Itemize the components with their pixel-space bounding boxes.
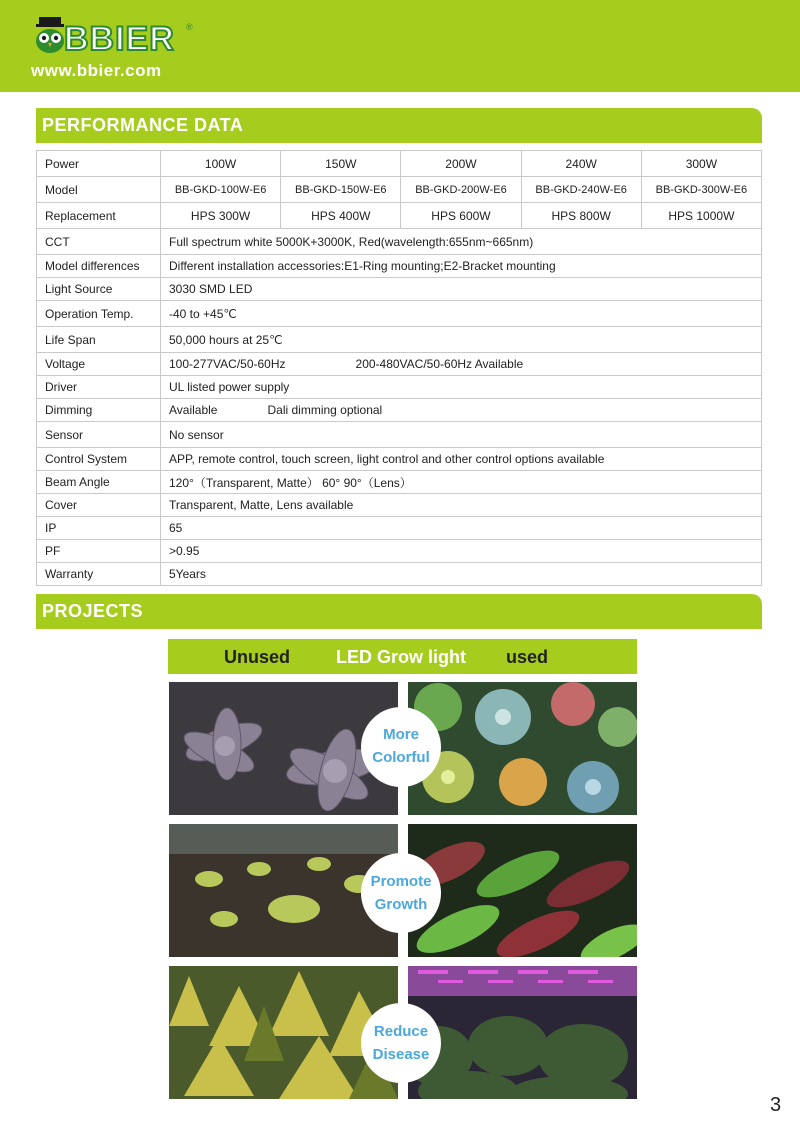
projects-title: PROJECTS	[42, 601, 144, 621]
table-cell: 50,000 hours at 25℃	[161, 327, 762, 353]
table-cell: Different installation accessories:E1-Ring mounting;E2-Bracket mounting	[161, 255, 762, 278]
cannabis-used-photo	[408, 966, 637, 1099]
table-row-power	[37, 151, 762, 177]
badge-line-2: Growth	[374, 896, 428, 913]
row-label: Operation Temp.	[37, 301, 161, 327]
table-cell: 200W	[401, 151, 521, 177]
table-row-voltage	[37, 353, 762, 376]
table-cell: -40 to +45℃	[161, 301, 762, 327]
reduce-disease-badge	[361, 1003, 441, 1083]
row-label: PF	[37, 540, 161, 563]
row-label: Cover	[37, 494, 161, 517]
table-row-operation-temp	[37, 301, 762, 327]
table-row-model-differences	[37, 255, 762, 278]
table-row-driver	[37, 376, 762, 399]
row-label: Beam Angle	[37, 471, 161, 494]
table-cell: 100W	[161, 151, 281, 177]
table-row-beam-angle	[37, 471, 762, 494]
row-label: Sensor	[37, 422, 161, 448]
row-label: Dimming	[37, 399, 161, 422]
row-label: Voltage	[37, 353, 161, 376]
succulent-used-photo	[408, 682, 637, 815]
registered-mark: ®	[186, 22, 193, 32]
header-bar	[0, 0, 800, 92]
table-cell: >0.95	[161, 540, 762, 563]
table-cell: BB-GKD-200W-E6	[401, 177, 521, 203]
table-cell: HPS 1000W	[641, 203, 761, 229]
badge-line-1: Promote	[370, 873, 432, 890]
table-row-cct	[37, 229, 762, 255]
table-cell: 120°（Transparent, Matte） 60° 90°（Lens）	[161, 471, 762, 494]
table-row-cover	[37, 494, 762, 517]
lettuce-used-photo	[408, 824, 637, 957]
table-cell	[161, 353, 762, 376]
badge-line-2: Colorful	[372, 749, 430, 766]
dimming-available: Available	[169, 403, 218, 417]
badge-line-2: Disease	[372, 1046, 430, 1063]
row-label: IP	[37, 517, 161, 540]
table-row-sensor	[37, 422, 762, 448]
banner-led-grow-light: LED Grow light	[336, 647, 466, 667]
table-cell: HPS 400W	[281, 203, 401, 229]
table-cell: UL listed power supply	[161, 376, 762, 399]
table-cell: HPS 800W	[521, 203, 641, 229]
comparison-banner	[168, 639, 637, 674]
row-label: Model differences	[37, 255, 161, 278]
row-label: Light Source	[37, 278, 161, 301]
row-label: Warranty	[37, 563, 161, 586]
dimming-optional: Dali dimming optional	[267, 403, 383, 417]
performance-data-heading	[36, 108, 762, 143]
table-cell: Transparent, Matte, Lens available	[161, 494, 762, 517]
page-number: 3	[770, 1094, 782, 1116]
banner-unused: Unused	[224, 647, 291, 667]
table-cell: 5Years	[161, 563, 762, 586]
table-row-control-system	[37, 448, 762, 471]
projects-heading	[36, 594, 762, 629]
row-label: Model	[37, 177, 161, 203]
table-cell: HPS 600W	[401, 203, 521, 229]
table-cell: 300W	[641, 151, 761, 177]
performance-data-title: PERFORMANCE DATA	[42, 115, 244, 135]
badge-line-1: More	[383, 726, 419, 743]
performance-table	[36, 150, 762, 586]
brand-logo-text: BBIER	[64, 20, 175, 58]
table-cell: APP, remote control, touch screen, light control and other control options available	[161, 448, 762, 471]
table-cell: HPS 300W	[161, 203, 281, 229]
table-cell	[161, 399, 762, 422]
table-row-model	[37, 177, 762, 203]
table-cell: 3030 SMD LED	[161, 278, 762, 301]
voltage-standard: 100-277VAC/50-60Hz	[169, 357, 286, 371]
row-label: Power	[37, 151, 161, 177]
table-row-light-source	[37, 278, 762, 301]
badge-line-1: Reduce	[373, 1023, 429, 1040]
table-cell: BB-GKD-240W-E6	[521, 177, 641, 203]
table-cell: 150W	[281, 151, 401, 177]
table-row-ip	[37, 517, 762, 540]
table-row-life-span	[37, 327, 762, 353]
table-cell: BB-GKD-300W-E6	[641, 177, 761, 203]
table-cell: BB-GKD-150W-E6	[281, 177, 401, 203]
table-cell: No sensor	[161, 422, 762, 448]
table-cell: 65	[161, 517, 762, 540]
row-label: Driver	[37, 376, 161, 399]
table-row-pf	[37, 540, 762, 563]
voltage-optional: 200-480VAC/50-60Hz Available	[355, 357, 524, 371]
table-cell: BB-GKD-100W-E6	[161, 177, 281, 203]
row-label: Control System	[37, 448, 161, 471]
table-row-replacement	[37, 203, 762, 229]
row-label: Life Span	[37, 327, 161, 353]
owl-logo-icon	[33, 14, 67, 54]
table-cell: 240W	[521, 151, 641, 177]
row-label: CCT	[37, 229, 161, 255]
promote-growth-badge	[361, 853, 441, 933]
more-colorful-badge	[361, 707, 441, 787]
website-url: www.bbier.com	[31, 61, 162, 80]
banner-used: used	[506, 647, 549, 667]
table-row-warranty	[37, 563, 762, 586]
row-label: Replacement	[37, 203, 161, 229]
table-row-dimming	[37, 399, 762, 422]
table-cell: Full spectrum white 5000K+3000K, Red(wavelength:655nm~665nm)	[161, 229, 762, 255]
